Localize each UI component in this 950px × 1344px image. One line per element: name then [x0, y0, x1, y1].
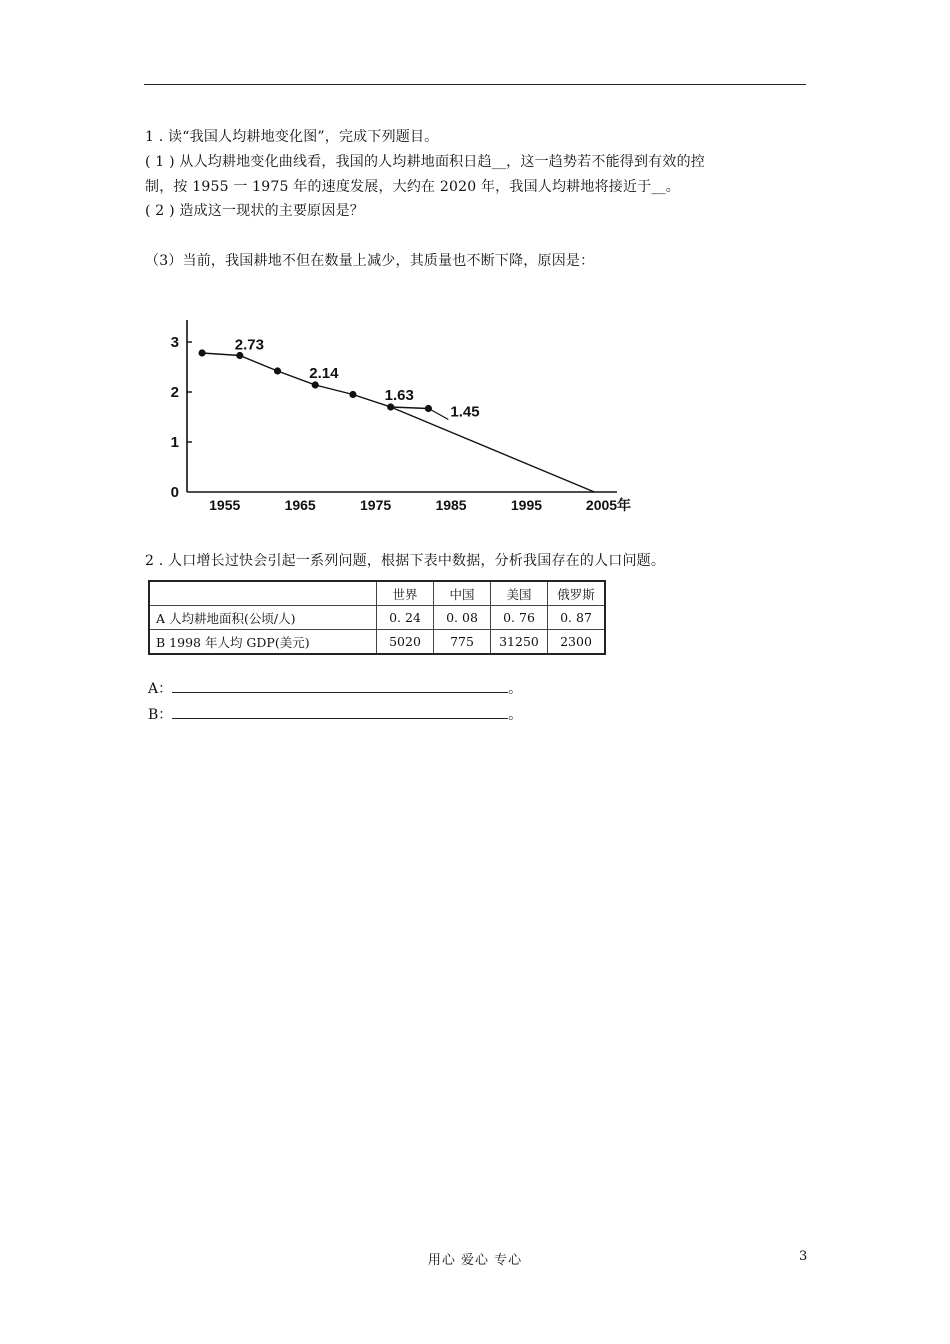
table-header-cell: 中国: [434, 581, 491, 606]
question-1-part-1-line-1: ( 1 ) 从人均耕地变化曲线看，我国的人均耕地面积日趋__，这一趋势若不能得到有效的控: [145, 154, 705, 170]
table-cell: 0. 08: [434, 606, 491, 630]
question-2-stem: 2 . 人口增长过快会引起一系列问题，根据下表中数据，分析我国存在的人口问题。: [145, 553, 666, 569]
page-number: 3: [799, 1249, 808, 1264]
data-point: [312, 381, 319, 388]
x-tick-label: 1975: [360, 497, 392, 513]
x-tick-label: 1995: [510, 497, 543, 513]
table-cell: 5020: [377, 630, 434, 655]
x-axis-ticks: [209, 497, 631, 513]
answer-b-label: B：: [148, 707, 173, 723]
header-rule: [144, 84, 806, 85]
data-label: 1.63: [384, 387, 414, 404]
x-tick-label: 1955: [209, 497, 241, 513]
table-row: [149, 606, 605, 630]
table-header-cell: 美国: [491, 581, 548, 606]
question-1-part-2: ( 2 ) 造成这一现状的主要原因是？: [145, 203, 364, 219]
table-cell: 2300: [548, 630, 606, 655]
table-header-cell: 俄罗斯: [548, 581, 606, 606]
table-cell: 0. 76: [491, 606, 548, 630]
y-tick-label: 1: [170, 434, 179, 451]
y-tick-label: 2: [170, 384, 179, 401]
answer-a-end: 。: [508, 681, 523, 697]
data-label: 2.14: [309, 365, 339, 382]
table-row: [149, 630, 605, 655]
x-tick-label: 1965: [284, 497, 316, 513]
footer-motto: 用心 爱心 专心: [427, 1253, 523, 1268]
arable-land-line-chart: [155, 312, 635, 522]
y-axis-ticks: [171, 334, 192, 501]
table-header-cell: 世界: [377, 581, 434, 606]
series-line: [391, 407, 595, 492]
data-label: 2.73: [234, 336, 265, 354]
table-header-row: [149, 581, 605, 606]
data-point: [387, 403, 394, 410]
table-cell: 0. 24: [377, 606, 434, 630]
data-label: 1.45: [450, 403, 480, 421]
answer-a-label: A：: [148, 681, 173, 697]
table-cell: 0. 87: [548, 606, 606, 630]
table-cell: 775: [434, 630, 491, 655]
chart-data-labels: [235, 337, 480, 421]
answer-a-line: [148, 679, 522, 699]
question-1-stem: 1 . 读“我国人均耕地变化图”，完成下列题目。: [145, 129, 439, 145]
y-tick-label: 0: [170, 484, 179, 501]
x-tick-label: 1985: [435, 497, 467, 513]
answer-a-blank: [172, 679, 508, 693]
table-cell: 31250: [491, 630, 548, 655]
data-point: [349, 391, 356, 398]
question-1-part-3: （3）当前，我国耕地不但在数量上减少，其质量也不断下降，原因是：: [145, 253, 595, 269]
table-row-label: A 人均耕地面积(公顷/人): [149, 606, 377, 630]
question-1-part-1-line-2: 制，按 1955 一 1975 年的速度发展，大约在 2020 年，我国人均耕地将接近于__。: [145, 179, 680, 195]
table-row-label: B 1998 年人均 GDP(美元): [149, 630, 377, 655]
label-leader-line: [430, 410, 448, 420]
data-point: [198, 349, 205, 356]
data-point: [425, 405, 432, 412]
answer-b-line: [148, 705, 522, 725]
table-header-cell: [149, 581, 377, 606]
population-data-table: [148, 580, 606, 655]
answer-b-blank: [172, 705, 508, 719]
data-point: [274, 367, 281, 374]
y-tick-label: 3: [170, 334, 179, 351]
chart-series: [202, 353, 594, 492]
x-tick-label: 2005年: [585, 497, 632, 513]
answer-b-end: 。: [508, 707, 523, 723]
